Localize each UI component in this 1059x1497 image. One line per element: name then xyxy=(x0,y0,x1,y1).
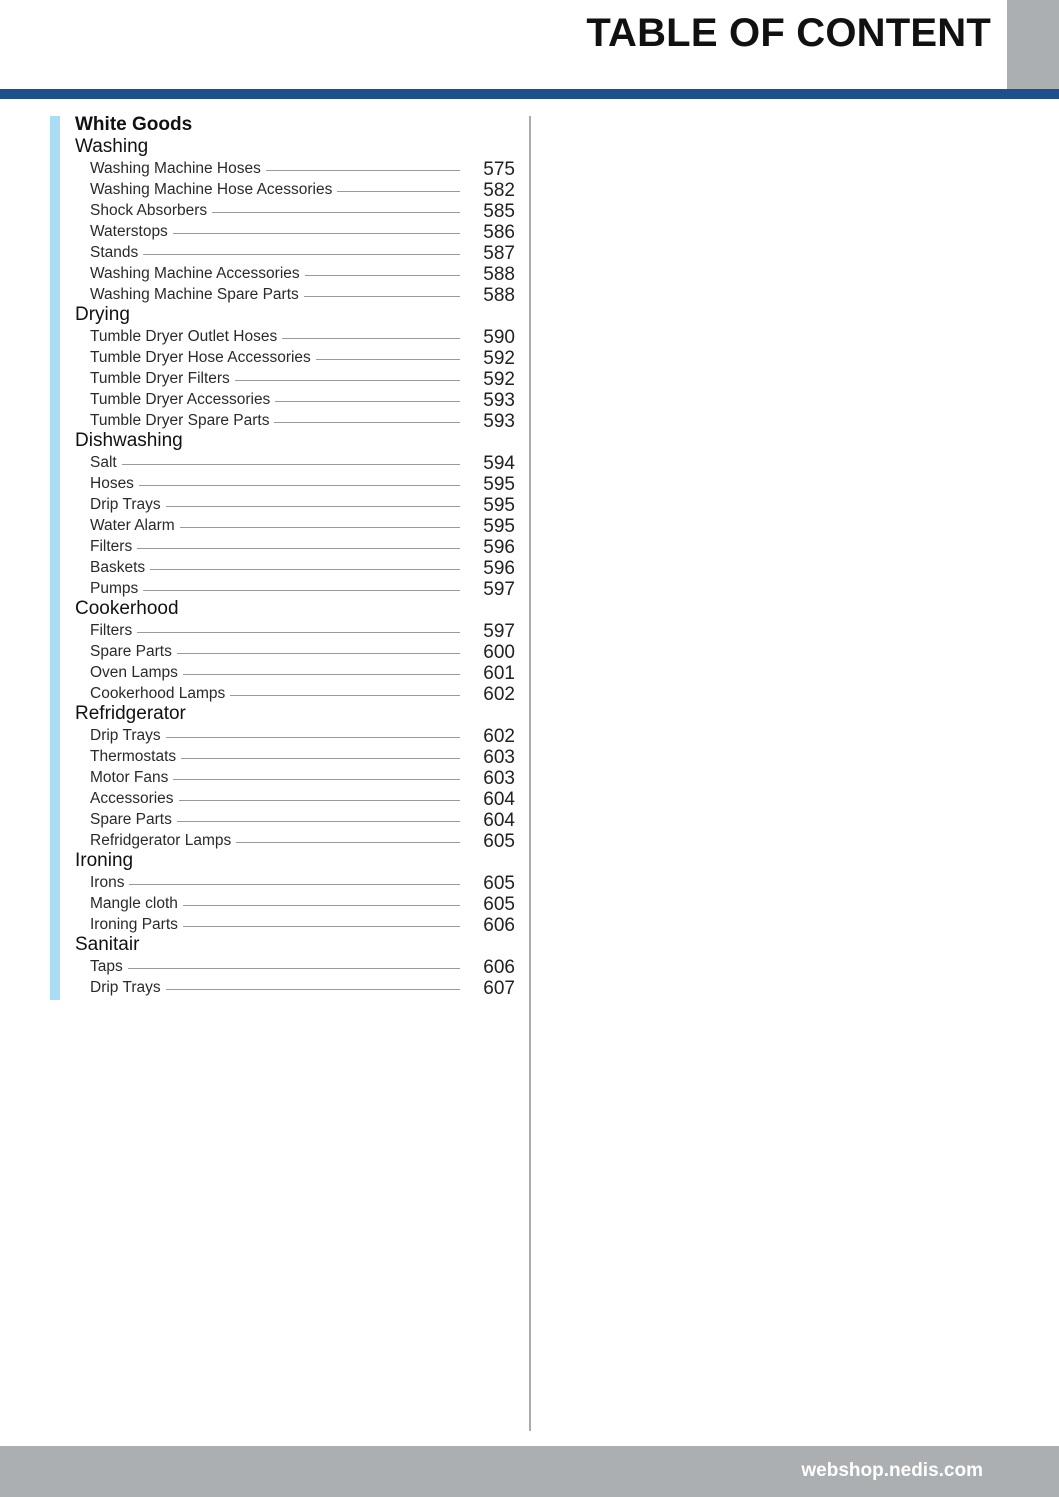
toc-entry-label: Washing Machine Hoses xyxy=(90,160,261,177)
toc-entry[interactable] xyxy=(75,388,515,409)
toc-entry-label: Tumble Dryer Outlet Hoses xyxy=(90,328,278,345)
toc-entry-label: Drip Trays xyxy=(90,979,161,996)
toc-entry-page-number: 604 xyxy=(483,810,515,831)
toc-entry-label: Washing Machine Hose Acessories xyxy=(90,181,333,198)
toc-leader-line xyxy=(266,170,460,171)
toc-leader-line xyxy=(180,527,460,528)
toc-entry[interactable] xyxy=(75,808,515,829)
toc-leader-line xyxy=(173,233,460,234)
toc-entry-page-number: 605 xyxy=(483,894,515,915)
toc-leader-line xyxy=(183,926,460,927)
toc-leader-line xyxy=(177,653,460,654)
toc-entry-label: Mangle cloth xyxy=(90,895,178,912)
toc-entry-page-number: 594 xyxy=(483,453,515,474)
toc-leader-line xyxy=(316,359,460,360)
toc-entry-page-number: 606 xyxy=(483,957,515,978)
toc-entry[interactable] xyxy=(75,451,515,472)
column-divider xyxy=(529,116,531,1431)
toc-entry-page-number: 593 xyxy=(483,390,515,411)
toc-section xyxy=(75,598,515,703)
toc-entry-page-number: 601 xyxy=(483,663,515,684)
toc-entry-label: Tumble Dryer Spare Parts xyxy=(90,412,270,429)
toc-entry-label: Water Alarm xyxy=(90,517,175,534)
toc-entry[interactable] xyxy=(75,199,515,220)
toc-entry-page-number: 586 xyxy=(483,222,515,243)
toc-leader-line xyxy=(166,737,460,738)
toc-section xyxy=(75,934,515,997)
toc-section xyxy=(75,136,515,304)
toc-leader-line xyxy=(143,254,460,255)
toc-entry[interactable] xyxy=(75,766,515,787)
toc-entry-label: Drip Trays xyxy=(90,727,161,744)
toc-entry-page-number: 603 xyxy=(483,768,515,789)
toc-entry-label: Spare Parts xyxy=(90,643,172,660)
side-accent-bar xyxy=(50,116,60,1000)
toc-section-title: Sanitair xyxy=(75,934,140,955)
toc-entry-page-number: 605 xyxy=(483,831,515,852)
toc-entry-page-number: 593 xyxy=(483,411,515,432)
toc-entry-page-number: 603 xyxy=(483,747,515,768)
toc-entry[interactable] xyxy=(75,787,515,808)
toc-entry-label: Refridgerator Lamps xyxy=(90,832,232,849)
toc-leader-line xyxy=(173,779,460,780)
toc-sections xyxy=(75,136,515,997)
toc-entry-page-number: 588 xyxy=(483,285,515,306)
toc-entry[interactable] xyxy=(75,409,515,430)
toc-entry-label: Ironing Parts xyxy=(90,916,178,933)
toc-leader-line xyxy=(282,338,460,339)
toc-entry-page-number: 595 xyxy=(483,474,515,495)
toc-leader-line xyxy=(129,884,460,885)
toc-entry-page-number: 605 xyxy=(483,873,515,894)
toc-entry[interactable] xyxy=(75,724,515,745)
toc-entry-label: Washing Machine Accessories xyxy=(90,265,300,282)
toc-entry[interactable] xyxy=(75,661,515,682)
toc-section xyxy=(75,304,515,430)
toc-entry-page-number: 595 xyxy=(483,516,515,537)
toc-entry-page-number: 582 xyxy=(483,180,515,201)
toc-leader-line xyxy=(177,821,460,822)
toc-section xyxy=(75,430,515,598)
toc-entry-page-number: 607 xyxy=(483,978,515,999)
toc-entry-page-number: 588 xyxy=(483,264,515,285)
toc-entry-label: Thermostats xyxy=(90,748,177,765)
toc-leader-line xyxy=(230,695,460,696)
toc-entry-page-number: 602 xyxy=(483,726,515,747)
toc-leader-line xyxy=(143,590,460,591)
toc-leader-line xyxy=(275,401,460,402)
toc-entry[interactable] xyxy=(75,640,515,661)
toc-leader-line xyxy=(183,905,460,906)
toc-entry-label: Oven Lamps xyxy=(90,664,178,681)
toc-entry[interactable] xyxy=(75,682,515,703)
toc-entry-page-number: 596 xyxy=(483,558,515,579)
toc-leader-line xyxy=(274,422,460,423)
toc-entry[interactable] xyxy=(75,325,515,346)
toc-section xyxy=(75,703,515,850)
toc-entry-page-number: 602 xyxy=(483,684,515,705)
toc-entry-label: Filters xyxy=(90,538,133,555)
toc-entry-page-number: 597 xyxy=(483,579,515,600)
toc-leader-line xyxy=(166,989,460,990)
toc-entry-page-number: 604 xyxy=(483,789,515,810)
toc-entry-label: Baskets xyxy=(90,559,146,576)
toc-entry-page-number: 595 xyxy=(483,495,515,516)
toc-entry-label: Tumble Dryer Accessories xyxy=(90,391,271,408)
toc-entry-label: Filters xyxy=(90,622,133,639)
toc-leader-line xyxy=(128,968,460,969)
page-title: TABLE OF CONTENT xyxy=(586,11,991,55)
toc-entry[interactable] xyxy=(75,871,515,892)
toc-entry[interactable] xyxy=(75,346,515,367)
toc-leader-line xyxy=(235,380,460,381)
toc-entry-label: Hoses xyxy=(90,475,134,492)
toc-entry[interactable] xyxy=(75,493,515,514)
toc-entry-page-number: 592 xyxy=(483,348,515,369)
toc-entry[interactable] xyxy=(75,367,515,388)
toc-entry-label: Washing Machine Spare Parts xyxy=(90,286,299,303)
toc-entry-label: Cookerhood Lamps xyxy=(90,685,226,702)
toc-entry[interactable] xyxy=(75,283,515,304)
toc-leader-line xyxy=(236,842,460,843)
toc-entry-page-number: 592 xyxy=(483,369,515,390)
toc-leader-line xyxy=(122,464,460,465)
toc-entry-page-number: 587 xyxy=(483,243,515,264)
toc-entry-label: Motor Fans xyxy=(90,769,169,786)
toc-entry[interactable] xyxy=(75,157,515,178)
toc-entry[interactable] xyxy=(75,619,515,640)
toc-entry-label: Pumps xyxy=(90,580,139,597)
toc-section-title: Cookerhood xyxy=(75,598,179,619)
toc-entry-label: Drip Trays xyxy=(90,496,161,513)
toc-leader-line xyxy=(305,275,460,276)
toc-entry-label: Irons xyxy=(90,874,125,891)
toc-entry-label: Waterstops xyxy=(90,223,168,240)
toc-entry-label: Spare Parts xyxy=(90,811,172,828)
toc-entry-page-number: 600 xyxy=(483,642,515,663)
toc-entry-page-number: 606 xyxy=(483,915,515,936)
header-rule xyxy=(0,89,1059,99)
toc-leader-line xyxy=(166,506,460,507)
toc-entry[interactable] xyxy=(75,241,515,262)
table-of-contents xyxy=(75,114,515,997)
toc-leader-line xyxy=(181,758,460,759)
toc-entry-label: Accessories xyxy=(90,790,174,807)
toc-leader-line xyxy=(337,191,460,192)
toc-entry[interactable] xyxy=(75,178,515,199)
toc-entry-page-number: 596 xyxy=(483,537,515,558)
footer-url[interactable]: webshop.nedis.com xyxy=(801,1460,983,1481)
toc-section-title: Refridgerator xyxy=(75,703,186,724)
toc-section-title: Dishwashing xyxy=(75,430,183,451)
toc-entry[interactable] xyxy=(75,556,515,577)
toc-entry-page-number: 597 xyxy=(483,621,515,642)
toc-entry[interactable] xyxy=(75,577,515,598)
toc-entry-page-number: 590 xyxy=(483,327,515,348)
toc-entry[interactable] xyxy=(75,955,515,976)
toc-entry-label: Tumble Dryer Hose Accessories xyxy=(90,349,311,366)
toc-leader-line xyxy=(150,569,460,570)
toc-entry-label: Stands xyxy=(90,244,139,261)
toc-entry[interactable] xyxy=(75,892,515,913)
toc-entry[interactable] xyxy=(75,535,515,556)
toc-entry-page-number: 575 xyxy=(483,159,515,180)
toc-section-title: Drying xyxy=(75,304,130,325)
toc-entry-label: Shock Absorbers xyxy=(90,202,208,219)
toc-entry[interactable] xyxy=(75,913,515,934)
toc-entry[interactable] xyxy=(75,262,515,283)
toc-entry-label: Taps xyxy=(90,958,123,975)
toc-entry[interactable] xyxy=(75,514,515,535)
footer-bar xyxy=(0,1446,1059,1497)
toc-entry[interactable] xyxy=(75,976,515,997)
toc-group-title: White Goods xyxy=(75,114,193,135)
toc-section-title: Ironing xyxy=(75,850,134,871)
toc-leader-line xyxy=(304,296,460,297)
toc-entry[interactable] xyxy=(75,472,515,493)
toc-entry-label: Tumble Dryer Filters xyxy=(90,370,230,387)
toc-leader-line xyxy=(179,800,460,801)
toc-leader-line xyxy=(137,632,460,633)
toc-leader-line xyxy=(183,674,460,675)
toc-entry[interactable] xyxy=(75,745,515,766)
toc-entry-label: Salt xyxy=(90,454,117,471)
toc-leader-line xyxy=(139,485,460,486)
corner-tab xyxy=(1007,0,1059,89)
toc-entry-page-number: 585 xyxy=(483,201,515,222)
toc-section-title: Washing xyxy=(75,136,149,157)
toc-leader-line xyxy=(137,548,460,549)
toc-section xyxy=(75,850,515,934)
toc-leader-line xyxy=(212,212,460,213)
toc-entry[interactable] xyxy=(75,220,515,241)
toc-entry[interactable] xyxy=(75,829,515,850)
